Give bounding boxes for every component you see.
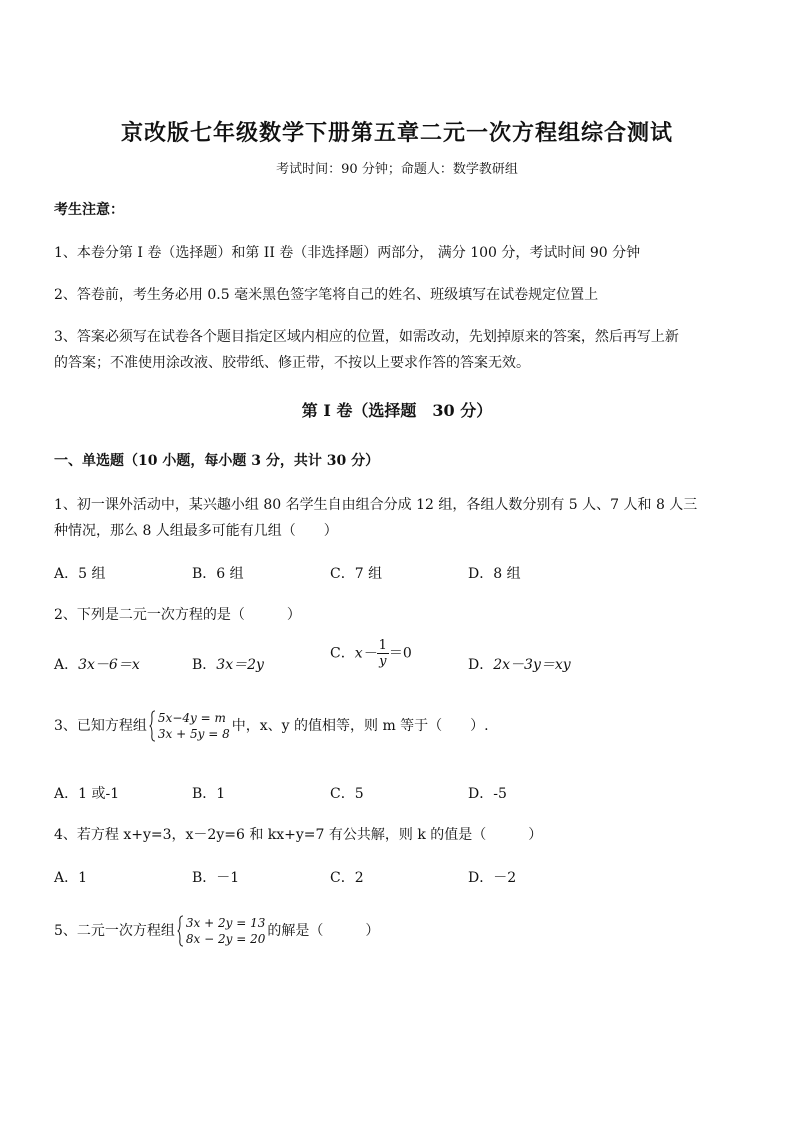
q2-option-c-label: C． xyxy=(330,645,355,662)
q2-option-c xyxy=(330,638,412,669)
q3-equation-system xyxy=(149,710,230,742)
q2-option-b xyxy=(192,654,264,674)
q1-option-b: B．6 组 xyxy=(192,566,244,582)
notice-heading: 考生注意： xyxy=(54,202,124,218)
q5-stem xyxy=(54,915,379,947)
notice-item-1: 1、本卷分第 I 卷（选择题）和第 II 卷（非选择题）两部分， 满分 100 分，考试时间 90 分钟 xyxy=(54,245,641,261)
q2-option-a-label: A． xyxy=(54,657,79,673)
left-brace-icon xyxy=(149,710,156,742)
notice-item-3: 3、答案必须写在试卷各个题目指定区域内相应的位置，如需改动，先划掉原来的答案，然后再写上新 xyxy=(54,329,679,345)
q4-stem: 4、若方程 x+y=3，x－2y=6 和 kx+y=7 有公共解，则 k 的值是（ ） xyxy=(54,827,543,843)
q2-option-c-post: ＝0 xyxy=(388,645,412,662)
q2-option-a xyxy=(54,654,140,674)
q5-equation-1: 3x + 2y = 13 xyxy=(185,916,266,930)
q5-equation-2: 8x − 2y = 20 xyxy=(185,932,266,946)
exam-info: 考试时间：90 分钟；命题人：数学教研组 xyxy=(276,162,518,177)
section-title: 第 I 卷（选择题 30 分） xyxy=(301,401,493,420)
q1-option-d: D．8 组 xyxy=(468,566,521,582)
q2-option-d-expr: 2x－3y＝xy xyxy=(493,657,571,673)
q1-stem-line1: 1、初一课外活动中，某兴趣小组 80 名学生自由组合分成 12 组，各组人数分别有 5 人、7 人和 8 人三 xyxy=(54,497,698,513)
q3-option-a: A．1 或-1 xyxy=(54,786,120,802)
left-brace-icon xyxy=(177,915,184,947)
notice-item-3-cont: 的答案；不准使用涂改液、胶带纸、修正带，不按以上要求作答的答案无效。 xyxy=(54,355,530,371)
q2-option-b-label: B． xyxy=(192,657,217,673)
q2-option-b-expr: 3x＝2y xyxy=(216,657,264,673)
notice-item-2: 2、答卷前，考生务必用 0.5 毫米黑色签字笔将自己的姓名、班级填写在试卷规定位置上 xyxy=(54,287,599,303)
q4-option-d: D．－2 xyxy=(468,870,517,886)
q2-option-d-label: D． xyxy=(468,657,494,673)
fraction-numerator: 1 xyxy=(378,638,387,653)
q3-option-d: D．-5 xyxy=(468,786,507,802)
q5-stem-post: 的解是（ ） xyxy=(267,923,380,939)
q3-option-c: C．5 xyxy=(330,786,364,802)
q3-stem-post: 中，x、y 的值相等，则 m 等于（ ）. xyxy=(231,718,489,734)
q1-option-a: A．5 组 xyxy=(54,566,106,582)
q2-option-a-expr: 3x－6＝x xyxy=(78,657,140,673)
q3-equation-1: 5x−4y = m xyxy=(157,711,226,725)
q4-option-c: C．2 xyxy=(330,870,364,886)
q3-option-b: B．1 xyxy=(192,786,226,802)
fraction-denominator: y xyxy=(379,654,387,669)
q3-stem-pre: 3、已知方程组 xyxy=(54,718,147,734)
part-title: 一、单选题（10 小题，每小题 3 分，共计 30 分） xyxy=(54,453,380,469)
q1-option-c: C．7 组 xyxy=(330,566,383,582)
q5-stem-pre: 5、二元一次方程组 xyxy=(54,923,175,939)
q1-stem-line2: 种情况，那么 8 人组最多可能有几组（ ） xyxy=(54,523,338,539)
q5-equation-system xyxy=(177,915,265,947)
q4-option-b: B．－1 xyxy=(192,870,240,886)
q2-option-c-pre: x－ xyxy=(354,645,377,662)
q2-option-c-fraction xyxy=(377,638,389,669)
q2-stem: 2、下列是二元一次方程的是（ ） xyxy=(54,607,301,623)
q3-stem xyxy=(54,710,489,742)
q4-option-a: A．1 xyxy=(54,870,88,886)
document-title: 京改版七年级数学下册第五章二元一次方程组综合测试 xyxy=(120,120,673,146)
q2-option-d xyxy=(468,654,571,674)
q3-equation-2: 3x + 5y = 8 xyxy=(157,727,230,741)
